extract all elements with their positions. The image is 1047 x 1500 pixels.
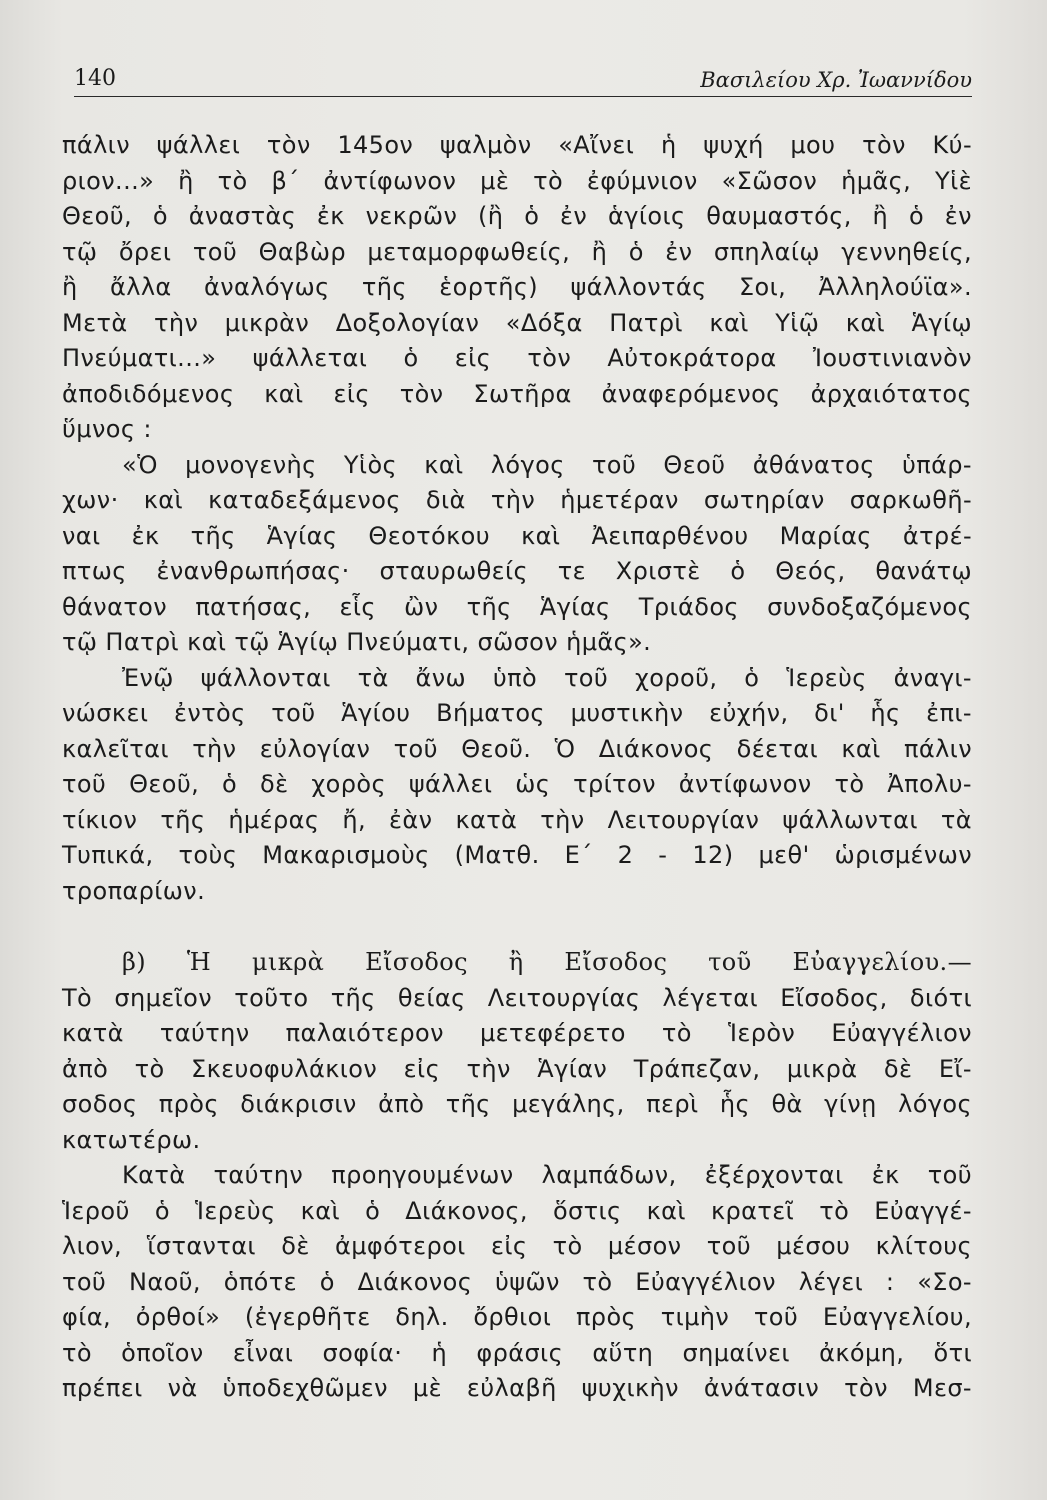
section-title: Ἡ μικρὰ Εἴσοδος ἢ Εἴσοδος τοῦ Εὐαγγελίου.— — [186, 948, 972, 976]
text-line: χων· καὶ καταδεξάμενος διὰ τὴν ἡμετέραν σωτηρίαν σαρκωθῆ- — [62, 486, 972, 514]
section-heading — [62, 945, 972, 981]
text-line: κατωτέρω. — [62, 1125, 201, 1154]
text-line: τοῦ Θεοῦ, ὁ δὲ χορὸς ψάλλει ὡς τρίτον ἀντίφωνον τὸ Ἀπολυ- — [62, 770, 972, 798]
text-line: κατὰ ταύτην παλαιότερον μετεφέρετο τὸ Ἱερὸν Εὐαγγέλιον — [62, 1019, 972, 1047]
text-line: φία, ὀρθοί» (ἐγερθῆτε δηλ. ὄρθιοι πρὸς τιμὴν τοῦ Εὐαγγελίου, — [62, 1303, 972, 1331]
paragraph-3 — [62, 981, 972, 1159]
text-line: ἢ ἄλλα ἀναλόγως τῆς ἑορτῆς) ψάλλοντάς Σοι, Ἀλληλούϊα». — [62, 273, 972, 301]
paragraph-2 — [62, 661, 972, 910]
running-head: Βασιλείου Χρ. Ἰωαννίδου — [700, 68, 972, 92]
section-gap — [62, 909, 972, 945]
text-line: «Ὁ μονογενὴς Υἱὸς καὶ λόγος τοῦ Θεοῦ ἀθάνατος ὑπάρ- — [122, 450, 972, 479]
text-line: Πνεύματι...» ψάλλεται ὁ εἰς τὸν Αὐτοκράτορα Ἰουστινιανὸν — [62, 344, 972, 372]
section-label: β) — [122, 948, 147, 976]
body-text — [62, 128, 972, 1407]
text-line: πτως ἐνανθρωπήσας· σταυρωθείς τε Χριστὲ ὁ Θεός, θανάτῳ — [62, 557, 972, 585]
text-line: ὕμνος : — [62, 415, 152, 443]
page-number: 140 — [74, 66, 116, 91]
text-line: σοδος πρὸς διάκρισιν ἀπὸ τῆς μεγάλης, περὶ ἧς θὰ γίνῃ λόγος — [62, 1090, 972, 1118]
text-line: ἀποδιδόμενος καὶ εἰς τὸν Σωτῆρα ἀναφερόμενος ἀρχαιότατος — [62, 379, 972, 408]
hymn-quote — [62, 448, 972, 661]
text-line: λιον, ἵστανται δὲ ἀμφότεροι εἰς τὸ μέσον τοῦ μέσου κλίτους — [62, 1232, 972, 1260]
text-line: νώσκει ἐντὸς τοῦ Ἁγίου Βήματος μυστικὴν εὐχήν, δι' ἧς ἐπι- — [62, 699, 972, 727]
text-line: Ἐνῷ ψάλλονται τὰ ἄνω ὑπὸ τοῦ χοροῦ, ὁ Ἱερεὺς ἀναγι- — [122, 663, 972, 692]
text-line: τὸ ὁποῖον εἶναι σοφία· ἡ φράσις αὕτη σημαίνει ἀκόμη, ὅτι — [62, 1338, 972, 1367]
text-line: Θεοῦ, ὁ ἀναστὰς ἐκ νεκρῶν (ἢ ὁ ἐν ἁγίοις θαυμαστός, ἢ ὁ ἐν — [62, 202, 972, 230]
text-line: τῷ Πατρὶ καὶ τῷ Ἁγίῳ Πνεύματι, σῶσον ἡμᾶς». — [62, 628, 652, 656]
text-line: τροπαρίων. — [62, 876, 206, 905]
text-line: ναι ἐκ τῆς Ἁγίας Θεοτόκου καὶ Ἀειπαρθένου Μαρίας ἀτρέ- — [62, 521, 972, 550]
text-line: πάλιν ψάλλει τὸν 145ον ψαλμὸν «Αἴνει ἡ ψυχή μου τὸν Κύ- — [62, 131, 972, 159]
text-line: τῷ ὄρει τοῦ Θαβὼρ μεταμορφωθείς, ἢ ὁ ἐν σπηλαίῳ γεννηθείς, — [62, 237, 972, 266]
text-line: Ἱεροῦ ὁ Ἱερεὺς καὶ ὁ Διάκονος, ὅστις καὶ κρατεῖ τὸ Εὐαγγέ- — [62, 1196, 972, 1225]
text-line: Τυπικά, τοὺς Μακαρισμοὺς (Ματθ. Ε΄ 2 - 12) μεθ' ὡρισμένων — [62, 841, 972, 869]
text-line: ριον...» ἢ τὸ β΄ ἀντίφωνον μὲ τὸ ἐφύμνιον «Σῶσον ἡμᾶς, Υἱὲ — [62, 166, 972, 195]
text-line: τοῦ Ναοῦ, ὁπότε ὁ Διάκονος ὑψῶν τὸ Εὐαγγέλιον λέγει : «Σο- — [62, 1267, 972, 1296]
text-line: θάνατον πατήσας, εἷς ὢν τῆς Ἁγίας Τριάδος συνδοξαζόμενος — [62, 592, 972, 621]
text-line: πρέπει νὰ ὑποδεχθῶμεν μὲ εὐλαβῆ ψυχικὴν ἀνάτασιν τὸν Μεσ- — [62, 1374, 972, 1402]
text-line: τίκιον τῆς ἡμέρας ἤ, ἐὰν κατὰ τὴν Λειτουργίαν ψάλλωνται τὰ — [62, 805, 972, 834]
text-line: Κατὰ ταύτην προηγουμένων λαμπάδων, ἐξέρχονται ἐκ τοῦ — [122, 1161, 972, 1189]
text-line: καλεῖται τὴν εὐλογίαν τοῦ Θεοῦ. Ὁ Διάκονος δέεται καὶ πάλιν — [62, 734, 972, 763]
paragraph-4 — [62, 1158, 972, 1407]
text-line: ἀπὸ τὸ Σκευοφυλάκιον εἰς τὴν Ἁγίαν Τράπεζαν, μικρὰ δὲ Εἴ- — [62, 1054, 972, 1083]
page-header — [74, 66, 972, 97]
text-line: Τὸ σημεῖον τοῦτο τῆς θείας Λειτουργίας λέγεται Εἴσοδος, διότι — [62, 983, 972, 1012]
paragraph-1 — [62, 128, 972, 448]
text-line: Μετὰ τὴν μικρὰν Δοξολογίαν «Δόξα Πατρὶ καὶ Υἱῷ καὶ Ἁγίῳ — [62, 308, 972, 337]
